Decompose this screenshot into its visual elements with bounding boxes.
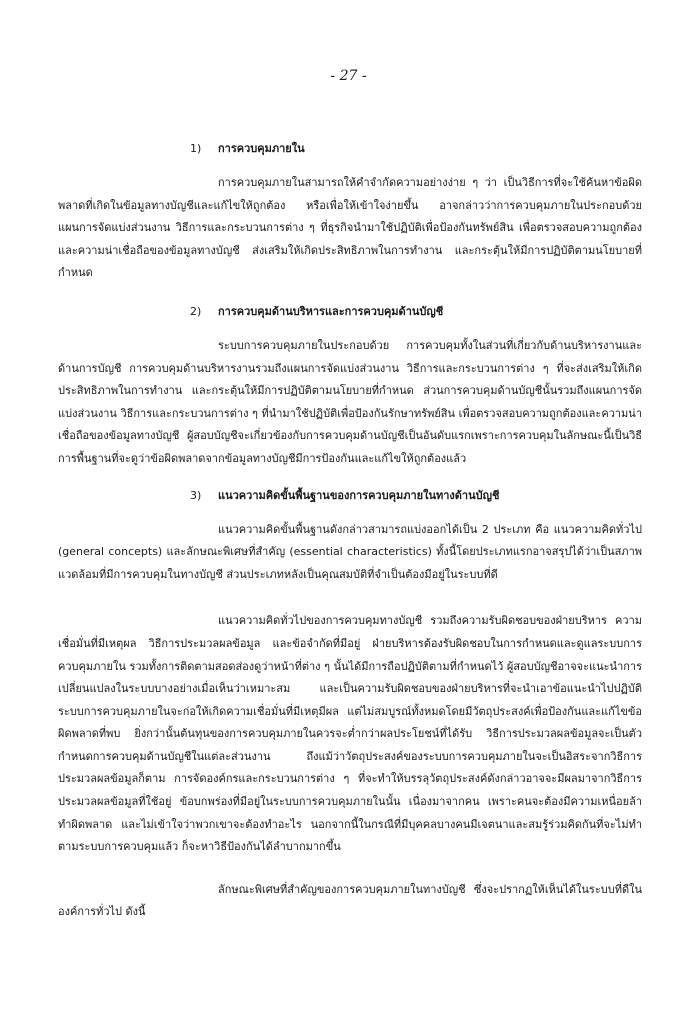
section-3-paragraph-2: แนวความคิดทั่วไปของการควบคุมทางบัญชี รวมถึงความรับผิดชอบของฝ่ายบริหาร ความเชื่อมั่นที่มีเหตุผล วิธีการประมวลผลข้อมูล และข้อจำกัดที่มีอยู่ ฝ่ายบริหารต้องรับผิดชอบในการกำหนดและดูแลระบบการควบคุมภายใน รวมทั้งการติดตามสอดส่องดูว่าหน้าที่ต่าง ๆ นั้นได้มีการถือปฏิบัติตามที่กำหนดไว้ ผู้สอบบัญชีอาจจะแนะนำการเปลี่ยนแปลงในระบบบางอย่างเมื่อเห็นว่าเหมาะสม และเป็นความรับผิดชอบของฝ่ายบริหารที่จะนำเอาข้อแนะนำไปปฏิบัติ ระบบการควบคุมภายในจะก่อให้เกิดความเชื่อมั่นที่มีเหตุมีผล แต่ไม่สมบูรณ์ทั้งหมดโดยมีวัตถุประสงค์เพื่อป้องกันและแก้ไขข้อผิดพลาดที่พบ ยิ่งกว่านั้นต้นทุนของการควบคุมภายในควรจะต่ำกว่าผลประโยชน์ที่ได้รับ วิธีการประมวลผลข้อมูลจะเป็นตัวกำหนดการควบคุมด้านบัญชีในแต่ละส่วนงาน ถึงแม้ว่าวัตถุประสงค์ของระบบการควบคุมภายในจะเป็นอิสระจากวิธีการประมวลผลข้อมูลก็ตาม การจัดองค์กรและกระบวนการต่าง ๆ ที่จะทำให้บรรลุวัตถุประสงค์ดังกล่าวอาจจะมีผลมาจากวิธีการประมวลผลข้อมูลที่ใช้อยู่ ข้อบกพร่องที่มีอยู่ในระบบการควบคุมภายในนั้น เนื่องมาจากคน เพราะคนจะต้องมีความเหนื่อยล้า ทำผิดพลาด และไม่เข้าใจว่าพวกเขาจะต้องทำอะไร นอกจากนี้ในกรณีที่มีบุคคลบางคนมีเจตนาและสมรู้ร่วมคิดกันที่จะไม่ทำตามระบบการควบคุมแล้ว ก็จะหาวิธีป้องกันได้ลำบากมากขึ้น [58,614,642,854]
section-2-paragraph: ระบบการควบคุมภายในประกอบด้วย การควบคุมทั้งในส่วนที่เกี่ยวกับด้านบริหารงานและด้านการบัญชี การควบคุมด้านบริหารงานรวมถึงแผนการจัดแบ่งส่วนงาน วิธีการและกระบวนการต่าง ๆ ที่จะส่งเสริมให้เกิดประสิทธิภาพในการทำงาน และกระตุ้นให้มีการปฏิบัติตามนโยบายที่กำหนด ส่วนการควบคุมด้านบัญชีนั้นรวมถึงแผนการจัดแบ่งส่วนงาน วิธีการและกระบวนการต่าง ๆ ที่นำมาใช้ปฏิบัติเพื่อป้องกันรักษาทรัพย์สิน เพื่อตรวจสอบความถูกต้องและความน่าเชื่อถือของข้อมูลทางบัญชี ผู้สอบบัญชีจะเกี่ยวข้องกับการควบคุมด้านบัญชีเป็นอันดับแรกเพราะการควบคุมในลักษณะนี้เป็นวิธีการพื้นฐานที่จะดูว่าข้อผิดพลาดจากข้อมูลทางบัญชีมีการป้องกันและแก้ไขให้ถูกต้องแล้ว [58,338,642,465]
section-2-heading [58,301,642,323]
section-3-heading [58,485,642,507]
section-1-title: การควบคุมภายใน [218,142,305,155]
section-3-paragraph-1: แนวความคิดขั้นพื้นฐานดังกล่าวสามารถแบ่งออกได้เป็น 2 ประเภท คือ แนวความคิดทั่วไป (general concepts) และลักษณะพิเศษที่สำคัญ (essential characteristics) ทั้งนี้โดยประเภทแรกอาจสรุปได้ว่าเป็นสภาพแวดล้อมที่มีการควบคุมในทางบัญชี ส่วนประเภทหลังเป็นคุณสมบัติที่จำเป็นต้องมีอยู่ในระบบที่ดี [58,522,642,581]
section-1-number: 1) [190,142,202,155]
section-3-title: แนวความคิดขั้นพื้นฐานของการควบคุมภายในทางด้านบัญชี [218,488,500,502]
section-2-title: การควบคุมด้านบริหารและการควบคุมด้านบัญชี [218,304,444,318]
section-3-paragraph-3: ลักษณะพิเศษที่สำคัญของการควบคุมภายในทางบัญชี ซึ่งจะปรากฏให้เห็นได้ในระบบที่ดีในองค์การทั่วไป ดังนี้ [58,882,642,919]
section-1-paragraph: การควบคุมภายในสามารถให้คำจำกัดความอย่างง่าย ๆ ว่า เป็นวิธีการที่จะใช้ค้นหาข้อผิดพลาดที่เกิดในข้อมูลทางบัญชีและแก้ไขให้ถูกต้อง หรือเพื่อให้เข้าใจง่ายขึ้น อาจกล่าวว่าการควบคุมภายในประกอบด้วยแผนการจัดแบ่งส่วนงาน วิธีการและกระบวนการต่าง ๆ ที่ธุรกิจนำมาใช้ปฏิบัติเพื่อป้องกันทรัพย์สิน เพื่อตรวจสอบความถูกต้องและความน่าเชื่อถือของข้อมูลทางบัญชี ส่งเสริมให้เกิดประสิทธิภาพในการทำงาน และกระตุ้นให้มีการปฏิบัติตามนโยบายที่กำหนด [58,176,642,280]
section-2-number: 2) [190,304,202,318]
document-body [58,138,642,924]
page-number: - 27 - [330,68,367,84]
section-1-heading [58,138,642,160]
section-3-number: 3) [190,488,202,502]
